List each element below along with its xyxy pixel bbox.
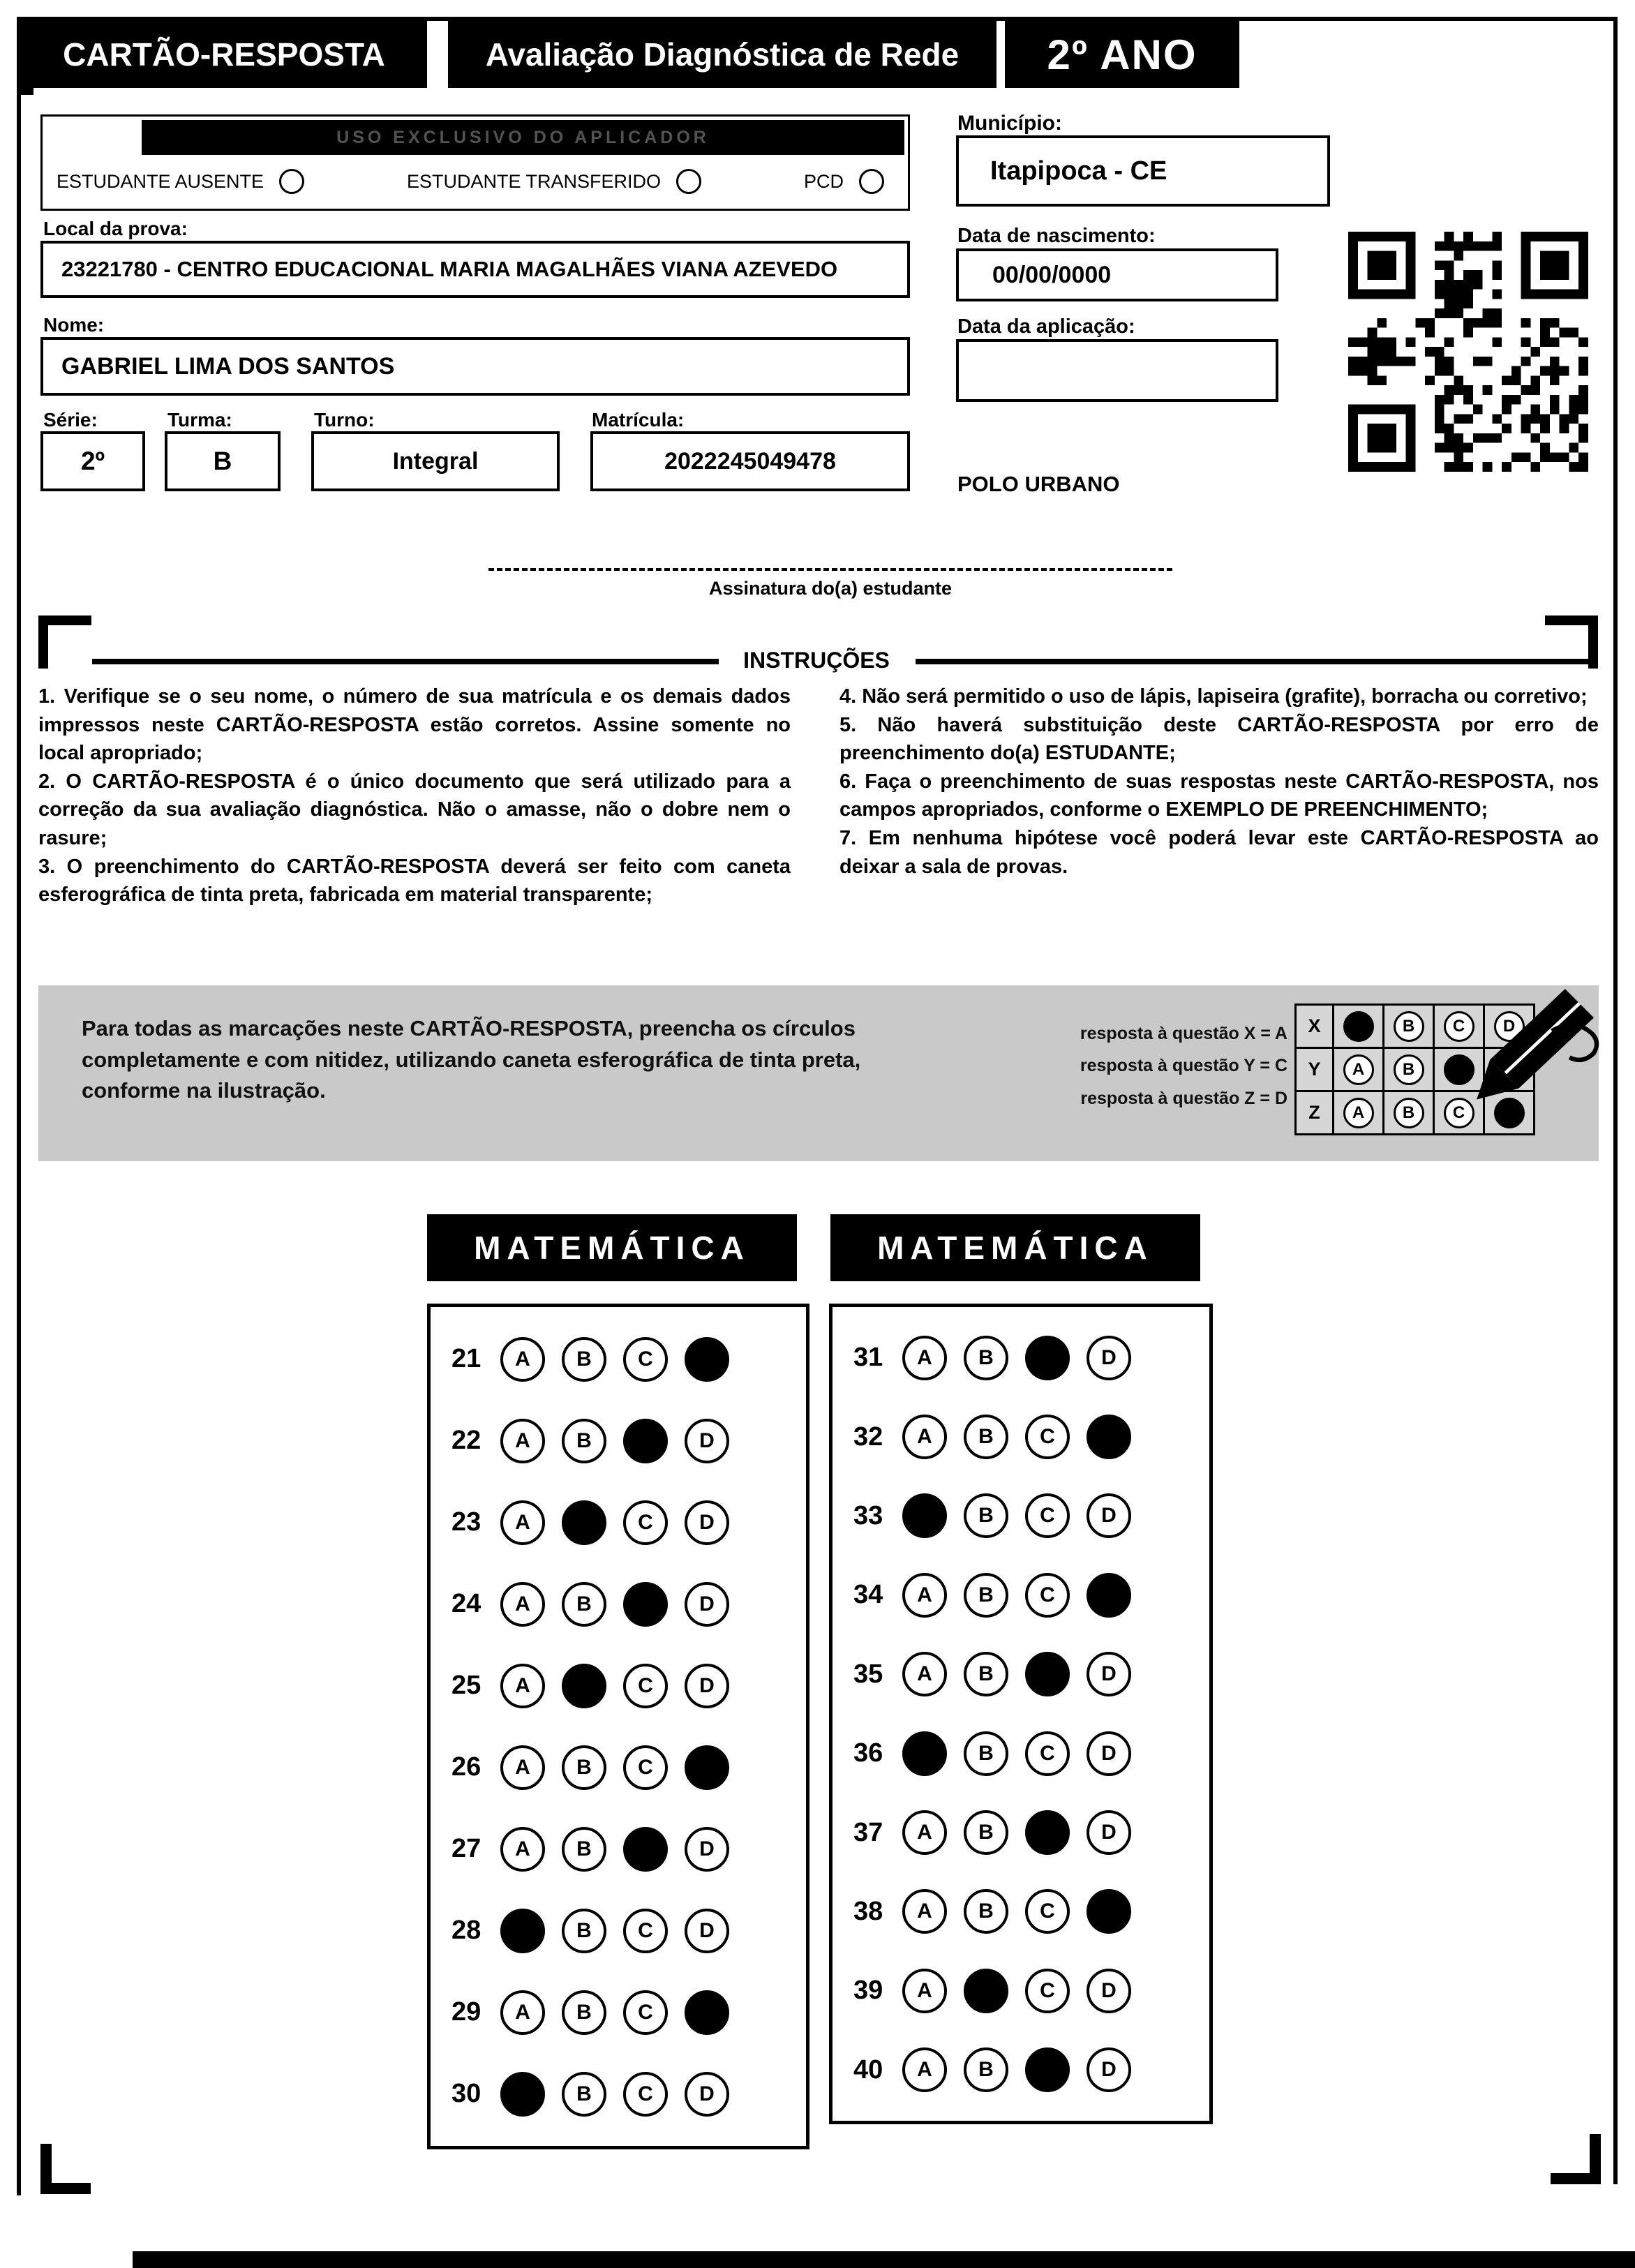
bubble-c-filled[interactable]	[1025, 2047, 1070, 2092]
grade-label: 2º ANO	[1047, 31, 1197, 78]
section-header-2	[830, 1214, 1200, 1281]
section-header-1	[427, 1214, 797, 1281]
card-title-bar	[21, 21, 427, 88]
option-circle[interactable]	[676, 169, 701, 194]
example-row-label: Z	[1297, 1092, 1334, 1135]
section-title: MATEMÁTICA	[474, 1230, 750, 1266]
bubble-b[interactable]: B	[562, 1419, 606, 1463]
option-label: ESTUDANTE TRANSFERIDO	[407, 170, 662, 192]
question-row-34	[853, 1573, 1209, 1618]
question-row-22	[451, 1419, 806, 1463]
nome-value-box	[40, 337, 910, 396]
turno-label: Turno:	[314, 409, 375, 431]
option-circle[interactable]	[279, 169, 304, 194]
bubble-b[interactable]: B	[562, 1337, 606, 1382]
instructions-rule-right	[916, 659, 1598, 664]
bubble-b[interactable]: B	[964, 1889, 1008, 1934]
municipio-value-box	[956, 135, 1330, 207]
bubble-c[interactable]: C	[623, 1337, 668, 1382]
polo-label: POLO URBANO	[957, 472, 1120, 496]
applicator-option-estudante-transferido	[407, 169, 701, 194]
question-row-40	[853, 2047, 1209, 2092]
question-row-36	[853, 1731, 1209, 1776]
bubble-b[interactable]: B	[964, 1573, 1008, 1618]
applicator-option-estudante-ausente	[57, 169, 304, 194]
turno-value-box	[311, 431, 560, 491]
bubble-d-filled[interactable]	[685, 1337, 729, 1382]
bubble-b[interactable]: B	[964, 1652, 1008, 1696]
municipio-value: Itapipoca - CE	[990, 156, 1167, 186]
bubble-b[interactable]: B	[964, 1731, 1008, 1776]
example-row-label: Y	[1297, 1049, 1334, 1092]
bubble-a[interactable]: A	[902, 1889, 947, 1934]
bubble-c[interactable]: C	[1025, 1969, 1070, 2013]
question-row-29	[451, 1990, 806, 2035]
example-key-line: resposta à questão Y = C	[1080, 1056, 1287, 1076]
question-row-26	[451, 1745, 806, 1790]
nascimento-value-box	[956, 248, 1278, 301]
example-cell	[1334, 1092, 1384, 1135]
question-number: 28	[451, 1916, 481, 1945]
local-value-box	[40, 241, 910, 298]
bubble-d[interactable]: D	[1087, 1493, 1131, 1538]
question-row-27	[451, 1827, 806, 1872]
serie-value-box	[40, 431, 145, 491]
bubble-b[interactable]: B	[562, 1582, 606, 1627]
option-label: PCD	[803, 170, 844, 192]
bubble-d[interactable]: D	[685, 2072, 729, 2117]
example-key-line: resposta à questão Z = D	[1080, 1088, 1287, 1108]
bubble-d[interactable]: D	[685, 1827, 729, 1872]
example-key-lines	[1008, 1017, 1287, 1114]
bubble-d[interactable]: D	[685, 1909, 729, 1953]
bubble-d-filled[interactable]	[1087, 1573, 1131, 1618]
bubble-a[interactable]: A	[500, 1582, 545, 1627]
bubble-b[interactable]: B	[562, 2072, 606, 2117]
bubble-a[interactable]: A	[902, 1336, 947, 1380]
bubble-c[interactable]: C	[623, 1500, 668, 1545]
question-number: 25	[451, 1671, 481, 1700]
question-number: 21	[451, 1344, 481, 1373]
aplicacao-label: Data da aplicação:	[957, 315, 1135, 338]
bubble-a[interactable]: A	[500, 1664, 545, 1708]
nascimento-value: 00/00/0000	[992, 261, 1112, 288]
bubble-c[interactable]: C	[623, 1745, 668, 1790]
bubble-a[interactable]: A	[902, 1969, 947, 2013]
bubble-d[interactable]: D	[685, 1664, 729, 1708]
question-row-30	[451, 2072, 806, 2117]
question-number: 39	[853, 1976, 883, 2006]
bubble-a-filled[interactable]	[902, 1731, 947, 1776]
bubble-d-filled[interactable]	[1087, 1889, 1131, 1934]
bubble-b[interactable]: B	[964, 1415, 1008, 1459]
question-number: 40	[853, 2054, 883, 2084]
bubble-d-filled[interactable]	[685, 1745, 729, 1790]
bubble-b-filled[interactable]	[562, 1664, 606, 1708]
example-bubble-b: B	[1394, 1011, 1424, 1042]
question-number: 32	[853, 1422, 883, 1452]
bubble-c[interactable]: C	[1025, 1731, 1070, 1776]
instruction-item: 5. Não haverá substituição deste CARTÃO-RESPOSTA por erro de preenchimento do(a) ESTUDANTE;	[839, 713, 1599, 765]
turma-value-box	[165, 431, 281, 491]
grade-bar	[1005, 21, 1239, 88]
example-text: Para todas as marcações neste CARTÃO-RESPOSTA, preencha os círculos completamente e com nitidez, utilizando caneta esferográfica de tinta preta, conforme na ilustração.	[82, 1016, 861, 1103]
corner-bracket-top-left	[38, 616, 91, 669]
question-number: 22	[451, 1426, 481, 1455]
instruction-item: 2. O CARTÃO-RESPOSTA é o único documento que será utilizado para a correção da sua avaliação diagnóstica. Não o amasse, não o dobre nem o rasure;	[38, 770, 791, 849]
question-row-28	[451, 1909, 806, 1953]
bubble-a[interactable]: A	[902, 2047, 947, 2092]
question-row-25	[451, 1664, 806, 1708]
pen-illustration	[1475, 987, 1607, 1119]
question-row-33	[853, 1493, 1209, 1538]
bubble-c-filled[interactable]	[1025, 1336, 1070, 1380]
bubble-b[interactable]: B	[562, 1909, 606, 1953]
bubble-b-filled[interactable]	[964, 1969, 1008, 2013]
answer-box-questions-31-40	[829, 1304, 1213, 2124]
question-number: 37	[853, 1817, 883, 1847]
signature-line[interactable]	[488, 568, 1172, 571]
bubble-b[interactable]: B	[964, 1336, 1008, 1380]
applicator-bar-label: USO EXCLUSIVO DO APLICADOR	[336, 127, 710, 147]
question-number: 38	[853, 1896, 883, 1926]
question-number: 26	[451, 1752, 481, 1782]
question-row-31	[853, 1336, 1209, 1380]
question-number: 33	[853, 1500, 883, 1530]
bubble-d[interactable]: D	[1087, 1969, 1131, 2013]
bubble-c-filled[interactable]	[1025, 1810, 1070, 1855]
bubble-c[interactable]: C	[1025, 1889, 1070, 1934]
bubble-d[interactable]: D	[1087, 1336, 1131, 1380]
bubble-d[interactable]: D	[685, 1500, 729, 1545]
signature-label: Assinatura do(a) estudante	[708, 578, 953, 599]
question-number: 24	[451, 1589, 481, 1618]
bubble-d[interactable]: D	[685, 1419, 729, 1463]
bubble-d[interactable]: D	[1087, 2047, 1131, 2092]
instruction-item: 7. Em nenhuma hipótese você poderá levar este CARTÃO-RESPOSTA ao deixar a sala de provas.	[839, 826, 1599, 878]
bubble-a-filled[interactable]	[500, 1909, 545, 1953]
bubble-b[interactable]: B	[562, 1827, 606, 1872]
question-number: 36	[853, 1738, 883, 1768]
bubble-d[interactable]: D	[1087, 1810, 1131, 1855]
question-row-32	[853, 1415, 1209, 1459]
bubble-c-filled[interactable]	[623, 1419, 668, 1463]
question-number: 30	[451, 2079, 481, 2108]
bubble-c[interactable]: C	[1025, 1493, 1070, 1538]
example-bubble-c: C	[1444, 1098, 1475, 1128]
option-label: ESTUDANTE AUSENTE	[57, 170, 264, 192]
bubble-a[interactable]: A	[500, 1990, 545, 2035]
bubble-a[interactable]: A	[902, 1652, 947, 1696]
example-cell	[1384, 1049, 1435, 1092]
bubble-c-filled[interactable]	[623, 1582, 668, 1627]
applicator-options	[57, 158, 884, 204]
example-cell	[1384, 1006, 1435, 1049]
bubble-c[interactable]: C	[623, 1909, 668, 1953]
instructions-rule-left	[92, 659, 719, 664]
question-row-37	[853, 1810, 1209, 1855]
question-row-24	[451, 1582, 806, 1627]
bubble-d[interactable]: D	[685, 1582, 729, 1627]
bubble-a[interactable]: A	[902, 1415, 947, 1459]
bubble-d-filled[interactable]	[1087, 1415, 1131, 1459]
page-frame-right	[1613, 17, 1618, 2184]
example-bubble-b: B	[1394, 1098, 1424, 1128]
matricula-value: 2022245049478	[664, 447, 836, 475]
example-cell	[1334, 1006, 1384, 1049]
bubble-c[interactable]: C	[623, 1664, 668, 1708]
bubble-c[interactable]: C	[623, 1990, 668, 2035]
example-bubble-a: A	[1343, 1098, 1374, 1128]
bubble-b[interactable]: B	[562, 1745, 606, 1790]
page-frame-left	[17, 17, 21, 2195]
matricula-label: Matrícula:	[592, 409, 685, 431]
bubble-a-filled[interactable]	[500, 2072, 545, 2117]
applicator-option-pcd	[804, 169, 884, 194]
bubble-a[interactable]: A	[500, 1337, 545, 1382]
assessment-title-bar	[448, 21, 996, 88]
turma-value: B	[213, 447, 232, 475]
bubble-a[interactable]: A	[500, 1745, 545, 1790]
question-row-35	[853, 1652, 1209, 1696]
answer-box-questions-21-30	[427, 1304, 809, 2149]
bottom-bar	[133, 2251, 1635, 2268]
bubble-b[interactable]: B	[562, 1990, 606, 2035]
bubble-b-filled[interactable]	[562, 1500, 606, 1545]
example-bubble-b: B	[1394, 1054, 1424, 1085]
instruction-item: 3. O preenchimento do CARTÃO-RESPOSTA deverá ser feito com caneta esferográfica de tinta preta, fabricada em material transparente;	[38, 855, 791, 907]
instructions-title: INSTRUÇÕES	[743, 648, 890, 673]
example-bubble-c: C	[1444, 1011, 1475, 1042]
card-title: CARTÃO-RESPOSTA	[63, 36, 385, 73]
qr-code	[1348, 232, 1588, 472]
turma-label: Turma:	[167, 409, 232, 431]
question-number: 23	[451, 1507, 481, 1537]
instruction-item: 6. Faça o preenchimento de suas respostas neste CARTÃO-RESPOSTA, nos campos apropriados, conforme o EXEMPLO DE PREENCHIMENTO;	[839, 770, 1599, 821]
bubble-a-filled[interactable]	[902, 1493, 947, 1538]
question-number: 35	[853, 1659, 883, 1689]
bubble-c[interactable]: C	[623, 2072, 668, 2117]
local-label: Local da prova:	[43, 218, 188, 239]
bubble-b[interactable]: B	[964, 1810, 1008, 1855]
bubble-c[interactable]: C	[1025, 1415, 1070, 1459]
example-bubble-a: A	[1343, 1054, 1374, 1085]
question-row-21	[451, 1337, 806, 1382]
option-circle[interactable]	[859, 169, 884, 194]
instructions-left-column	[38, 682, 791, 909]
question-number: 34	[853, 1580, 883, 1610]
corner-mark-bottom-left	[40, 2144, 91, 2194]
bubble-b[interactable]: B	[964, 2047, 1008, 2092]
bubble-d[interactable]: D	[1087, 1731, 1131, 1776]
instruction-item: 4. Não será permitido o uso de lápis, lapiseira (grafite), borracha ou corretivo;	[839, 685, 1588, 708]
example-bubble-c-filled	[1444, 1054, 1475, 1085]
serie-label: Série:	[43, 409, 98, 431]
question-row-23	[451, 1500, 806, 1545]
example-section	[38, 985, 1599, 1161]
instruction-item: 1. Verifique se o seu nome, o número de sua matrícula e os demais dados impressos neste CARTÃO-RESPOSTA estão corretos. Assine somente no local apropriado;	[38, 685, 791, 765]
nascimento-label: Data de nascimento:	[957, 225, 1156, 247]
bubble-d[interactable]: D	[1087, 1652, 1131, 1696]
question-row-38	[853, 1889, 1209, 1934]
example-key-line: resposta à questão X = A	[1080, 1024, 1287, 1043]
question-number: 31	[853, 1343, 883, 1373]
turno-value: Integral	[392, 447, 479, 475]
bubble-c-filled[interactable]	[1025, 1652, 1070, 1696]
question-number: 29	[451, 1997, 481, 2027]
bubble-a[interactable]: A	[500, 1419, 545, 1463]
example-bubble-d: D	[1494, 1011, 1525, 1042]
nome-label: Nome:	[43, 314, 105, 336]
bubble-a[interactable]: A	[902, 1573, 947, 1618]
example-cell	[1334, 1049, 1384, 1092]
municipio-label: Município:	[957, 112, 1062, 135]
question-row-39	[853, 1969, 1209, 2013]
question-number: 27	[451, 1834, 481, 1863]
aplicacao-value-box[interactable]	[956, 339, 1278, 402]
bubble-a[interactable]: A	[500, 1827, 545, 1872]
bubble-b[interactable]: B	[964, 1493, 1008, 1538]
bubble-d-filled[interactable]	[685, 1990, 729, 2035]
example-bubble-a-filled	[1343, 1011, 1374, 1042]
example-row-label: X	[1297, 1006, 1334, 1049]
local-value: 23221780 - CENTRO EDUCACIONAL MARIA MAGALHÃES VIANA AZEVEDO	[61, 257, 838, 281]
bubble-c[interactable]: C	[1025, 1573, 1070, 1618]
corner-mark-bottom-right	[1551, 2134, 1601, 2184]
applicator-bar	[142, 120, 904, 155]
section-title: MATEMÁTICA	[877, 1230, 1154, 1266]
instructions-right-column	[839, 682, 1599, 881]
bubble-a[interactable]: A	[902, 1810, 947, 1855]
matricula-value-box	[590, 431, 910, 491]
example-cell	[1384, 1092, 1435, 1135]
bubble-c-filled[interactable]	[623, 1827, 668, 1872]
applicator-section	[40, 114, 910, 211]
bubble-a[interactable]: A	[500, 1500, 545, 1545]
assessment-title: Avaliação Diagnóstica de Rede	[485, 36, 960, 73]
serie-value: 2º	[80, 447, 105, 475]
nome-value: GABRIEL LIMA DOS SANTOS	[61, 352, 395, 380]
